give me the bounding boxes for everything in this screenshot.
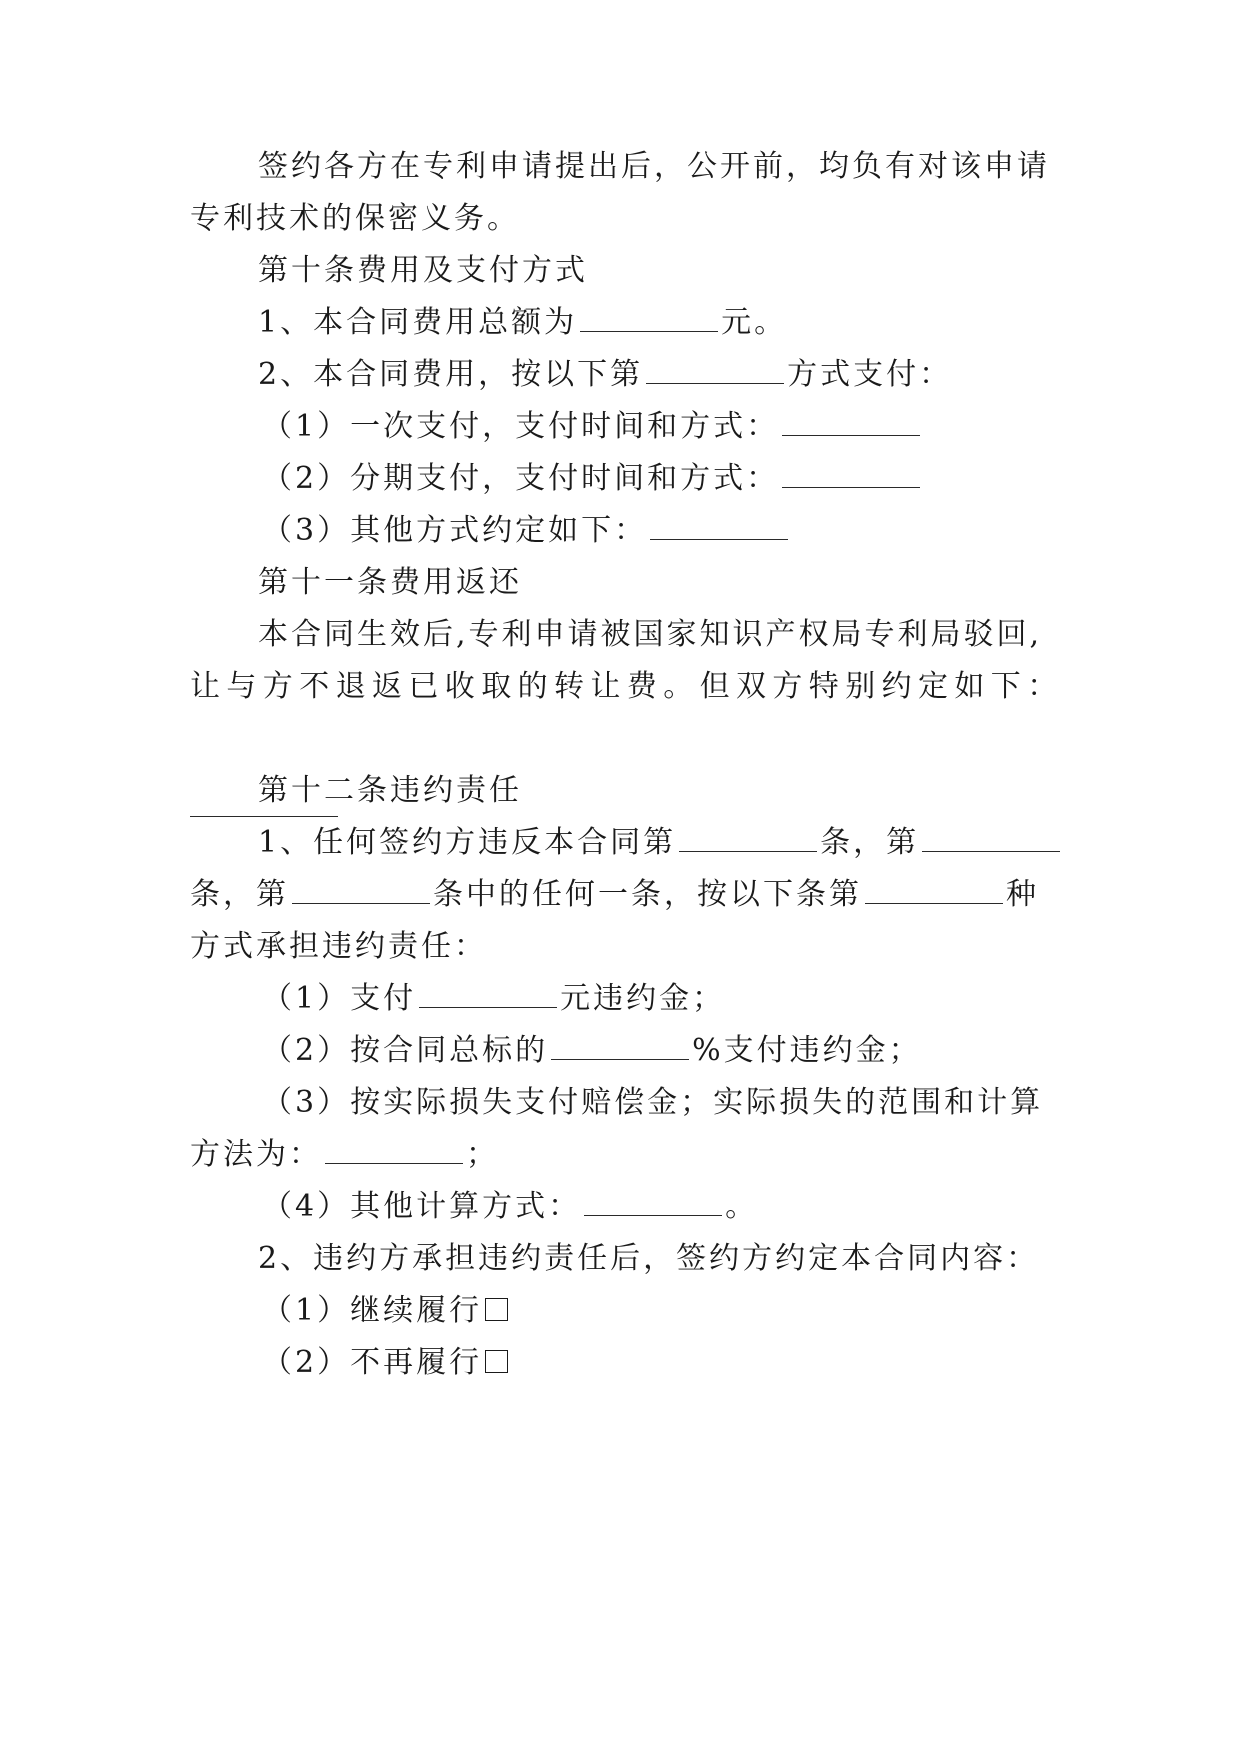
article-12-item-2: 2、违约方承担违约责任后，签约方约定本合同内容： [258, 1241, 1040, 1276]
fill-blank[interactable] [325, 1137, 463, 1164]
fill-blank[interactable] [292, 877, 430, 904]
penalty-option-3-line-1: （3）按实际损失支付赔偿金；实际损失的范围和计算 [262, 1085, 1044, 1120]
contract-choice-1: （1）继续履行 [262, 1291, 1132, 1331]
fill-blank[interactable] [922, 825, 1060, 852]
article-11-heading: 第十一条费用返还 [258, 565, 522, 600]
contract-choice-2: （2）不再履行 [262, 1343, 1132, 1383]
penalty-option-3-line-2: 方法为： ； [190, 1137, 499, 1172]
article-10-heading: 第十条费用及支付方式 [258, 253, 588, 288]
article-12-item-1-line-2: 条，第 条中的任何一条，按以下条第 种 [190, 877, 1039, 912]
penalty-option-2: （2）按合同总标的 %支付违约金； [262, 1033, 922, 1068]
confidentiality-paragraph-line-2: 专利技术的保密义务。 [190, 201, 520, 236]
article-12-heading: 第十二条违约责任 [258, 773, 522, 808]
article-10-item-1: 1、本合同费用总额为 元。 [258, 305, 788, 340]
checkbox[interactable] [485, 1298, 508, 1321]
fill-blank-special-agreement[interactable] [190, 816, 338, 817]
fill-blank[interactable] [419, 981, 557, 1008]
article-12-item-1-line-3: 方式承担违约责任： [190, 929, 487, 964]
fill-blank[interactable] [865, 877, 1003, 904]
payment-option-3: （3）其他方式约定如下： [262, 511, 1132, 551]
confidentiality-paragraph-line-1: 签约各方在专利申请提出后，公开前，均负有对该申请 [258, 149, 1050, 184]
fill-blank[interactable] [782, 461, 920, 488]
fill-blank[interactable] [584, 1189, 722, 1216]
fill-blank[interactable] [782, 409, 920, 436]
checkbox[interactable] [485, 1350, 508, 1373]
fill-blank[interactable] [551, 1033, 689, 1060]
payment-option-2: （2）分期支付，支付时间和方式： [262, 459, 1132, 499]
payment-option-1: （1）一次支付，支付时间和方式： [262, 407, 1132, 447]
fill-blank[interactable] [650, 513, 788, 540]
penalty-option-1: （1）支付 元违约金； [262, 981, 726, 1016]
penalty-option-4: （4）其他计算方式： 。 [262, 1189, 759, 1224]
article-10-item-2: 2、本合同费用，按以下第 方式支付： [258, 357, 953, 392]
fill-blank[interactable] [580, 305, 718, 332]
article-12-item-1-line-1: 1、任何签约方违反本合同第 条，第 [258, 823, 1128, 863]
article-11-line-2: 让与方不退返已收取的转让费。但双方特别约定如下： [190, 669, 1064, 704]
fill-blank[interactable] [646, 357, 784, 384]
article-11-line-1: 本合同生效后,专利申请被国家知识产权局专利局驳回, [258, 617, 1043, 652]
fill-blank[interactable] [679, 825, 817, 852]
